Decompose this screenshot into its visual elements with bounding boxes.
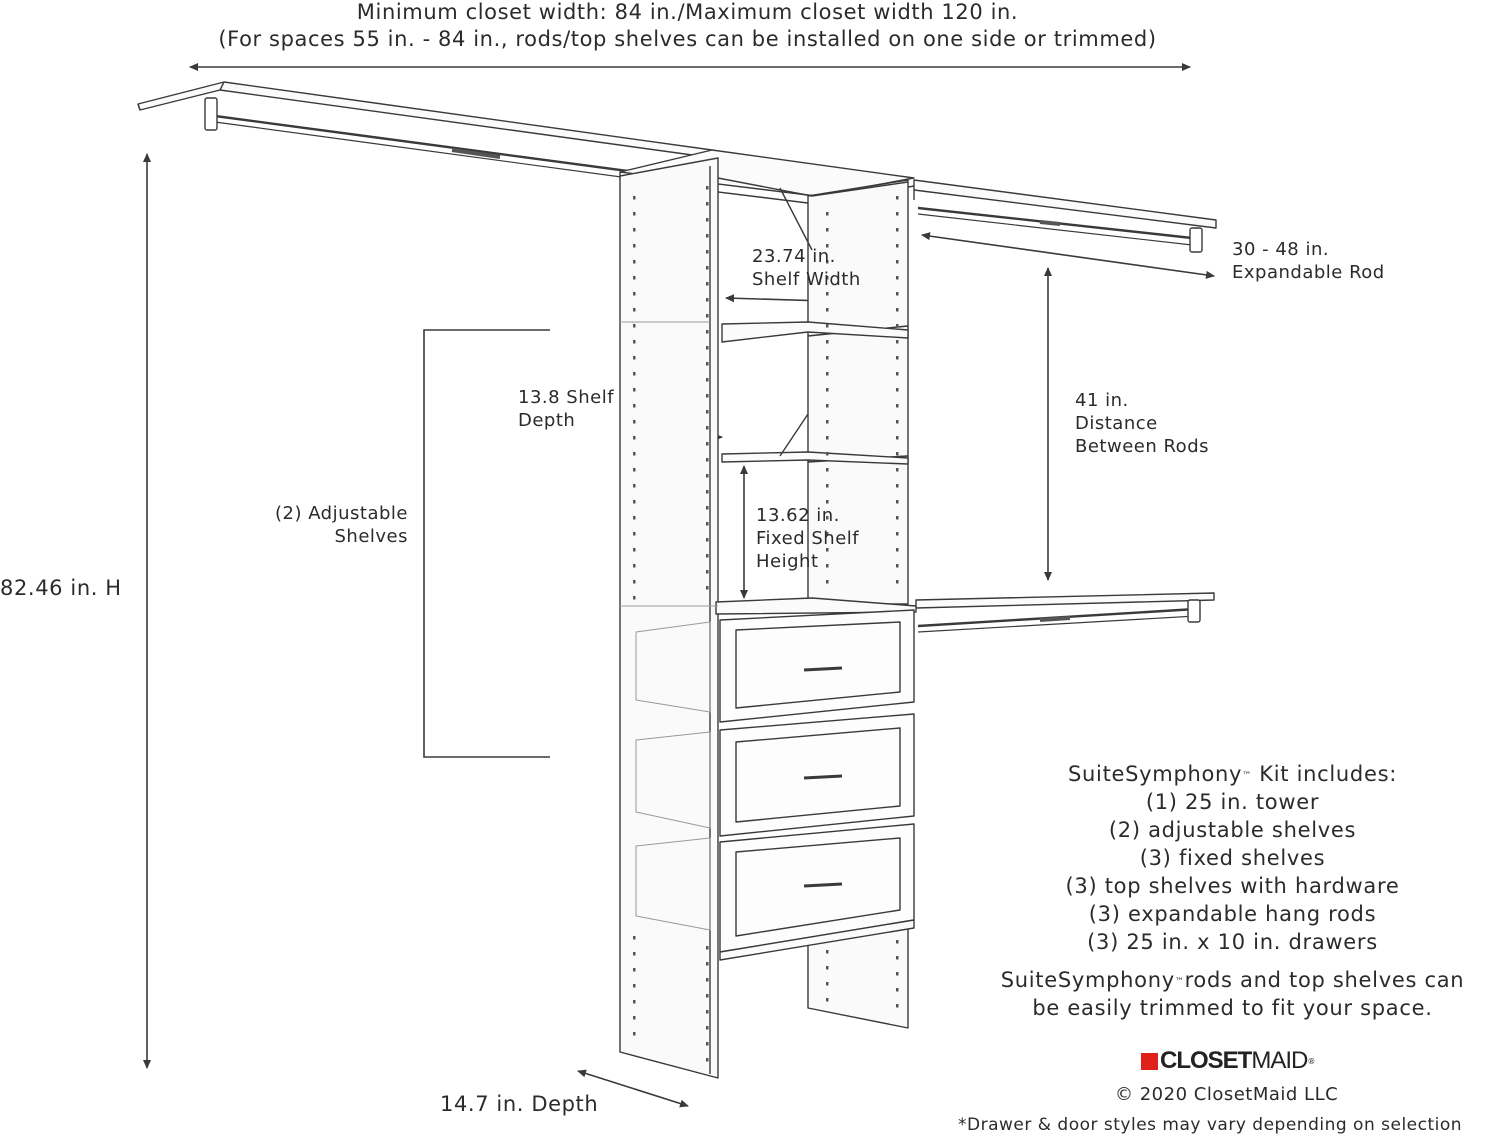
peg-hole xyxy=(826,982,829,986)
peg-hole xyxy=(896,516,899,520)
depth-label: 14.7 in. Depth xyxy=(440,1092,599,1116)
peg-hole xyxy=(896,580,899,584)
peg-hole xyxy=(633,564,636,568)
closet-width-text: Minimum closet width: 84 in./Maximum closet width 120 in. xyxy=(356,0,1019,24)
peg-hole xyxy=(633,516,636,520)
peg-hole xyxy=(706,538,709,542)
peg-hole xyxy=(896,356,899,360)
peg-hole xyxy=(706,554,709,558)
peg-hole xyxy=(896,308,899,312)
peg-hole xyxy=(633,452,636,456)
peg-hole xyxy=(706,946,709,950)
right-lower-shelf xyxy=(916,593,1214,608)
peg-hole xyxy=(633,404,636,408)
expandable-rod-arrow xyxy=(922,235,1214,276)
disclaimer-text: *Drawer & door styles may vary depending on selection xyxy=(958,1115,1463,1135)
peg-hole xyxy=(826,436,829,440)
peg-hole xyxy=(896,956,899,960)
peg-hole xyxy=(896,244,899,248)
kit-note-line-2: be easily trimmed to fit your space. xyxy=(1032,996,1433,1020)
peg-hole xyxy=(633,308,636,312)
kit-note-line-1: SuiteSymphony™rods and top shelves can xyxy=(1000,968,1465,992)
peg-hole xyxy=(896,324,899,328)
peg-hole xyxy=(633,468,636,472)
peg-hole xyxy=(706,994,709,998)
peg-hole xyxy=(896,388,899,392)
kit-item: (1) 25 in. tower xyxy=(1145,790,1320,814)
peg-hole xyxy=(706,218,709,222)
peg-hole xyxy=(706,962,709,966)
peg-hole xyxy=(633,324,636,328)
peg-hole xyxy=(633,420,636,424)
peg-hole xyxy=(826,212,829,216)
kit-item: (3) 25 in. x 10 in. drawers xyxy=(1087,930,1378,954)
peg-hole xyxy=(896,420,899,424)
peg-hole xyxy=(896,260,899,264)
peg-hole xyxy=(633,292,636,296)
peg-hole xyxy=(896,436,899,440)
peg-hole xyxy=(826,998,829,1002)
peg-hole xyxy=(826,228,829,232)
peg-hole xyxy=(633,984,636,988)
peg-hole xyxy=(896,404,899,408)
peg-hole xyxy=(706,506,709,510)
peg-hole xyxy=(633,228,636,232)
peg-hole xyxy=(706,1010,709,1014)
trim-note-text: (For spaces 55 in. - 84 in., rods/top shelves can be installed on one side or trimmed) xyxy=(218,27,1157,51)
peg-hole xyxy=(896,940,899,944)
peg-hole xyxy=(633,356,636,360)
fixed-shelf-height-label: 13.62 in. Fixed Shelf Height xyxy=(756,505,860,572)
peg-hole xyxy=(706,1058,709,1062)
left-top-shelf xyxy=(138,82,714,158)
peg-hole xyxy=(826,966,829,970)
peg-hole xyxy=(896,228,899,232)
peg-hole xyxy=(706,330,709,334)
peg-hole xyxy=(706,458,709,462)
peg-hole xyxy=(826,292,829,296)
drawer-1 xyxy=(720,610,914,722)
peg-hole xyxy=(706,394,709,398)
shelf-depth-label: 13.8 Shelf Depth xyxy=(518,387,615,431)
peg-hole xyxy=(633,580,636,584)
kit-item: (3) fixed shelves xyxy=(1139,846,1326,870)
peg-hole xyxy=(826,340,829,344)
peg-hole xyxy=(896,988,899,992)
rods-distance-label: 41 in. Distance Between Rods xyxy=(1075,390,1209,457)
peg-hole xyxy=(826,468,829,472)
peg-hole xyxy=(706,1026,709,1030)
peg-hole xyxy=(706,378,709,382)
peg-hole xyxy=(896,212,899,216)
peg-hole xyxy=(826,484,829,488)
adjustable-shelves-label: (2) Adjustable Shelves xyxy=(274,503,408,547)
height-label: 82.46 in. H xyxy=(0,576,122,600)
peg-hole xyxy=(633,484,636,488)
peg-hole xyxy=(706,426,709,430)
expandable-rod-label: 30 - 48 in. Expandable Rod xyxy=(1232,239,1385,283)
peg-hole xyxy=(633,1000,636,1004)
peg-hole xyxy=(706,298,709,302)
peg-hole xyxy=(826,388,829,392)
peg-hole xyxy=(896,452,899,456)
peg-hole xyxy=(896,468,899,472)
peg-hole xyxy=(896,340,899,344)
peg-hole xyxy=(706,202,709,206)
copyright-text: © 2020 ClosetMaid LLC xyxy=(1115,1084,1339,1105)
kit-item: (2) adjustable shelves xyxy=(1108,818,1357,842)
kit-contents xyxy=(960,760,1500,1022)
peg-hole xyxy=(826,356,829,360)
peg-hole xyxy=(706,978,709,982)
peg-hole xyxy=(706,570,709,574)
peg-hole xyxy=(706,282,709,286)
peg-hole xyxy=(706,362,709,366)
peg-hole xyxy=(896,372,899,376)
peg-hole xyxy=(706,410,709,414)
peg-hole xyxy=(706,234,709,238)
peg-hole xyxy=(633,1032,636,1036)
peg-hole xyxy=(633,196,636,200)
peg-hole xyxy=(896,276,899,280)
peg-hole xyxy=(826,950,829,954)
peg-hole xyxy=(896,532,899,536)
peg-hole xyxy=(706,250,709,254)
peg-hole xyxy=(633,500,636,504)
peg-hole xyxy=(633,952,636,956)
peg-hole xyxy=(896,500,899,504)
peg-hole xyxy=(633,244,636,248)
peg-hole xyxy=(633,436,636,440)
peg-hole xyxy=(633,260,636,264)
peg-hole xyxy=(826,324,829,328)
peg-hole xyxy=(633,548,636,552)
peg-hole xyxy=(706,442,709,446)
peg-hole xyxy=(896,484,899,488)
peg-hole xyxy=(633,372,636,376)
closetmaid-logo: CLOSET MAID ® xyxy=(1141,1047,1315,1075)
shelf-width-label: 23.74 in. Shelf Width xyxy=(752,246,861,290)
peg-hole xyxy=(896,548,899,552)
peg-hole xyxy=(633,532,636,536)
peg-hole xyxy=(633,276,636,280)
peg-hole xyxy=(896,972,899,976)
peg-hole xyxy=(633,212,636,216)
peg-hole xyxy=(633,1016,636,1020)
peg-hole xyxy=(896,1004,899,1008)
peg-hole xyxy=(896,196,899,200)
logo-square-icon xyxy=(1141,1053,1158,1070)
peg-hole xyxy=(826,580,829,584)
peg-hole xyxy=(896,292,899,296)
kit-item: (3) expandable hang rods xyxy=(1088,902,1377,926)
peg-hole xyxy=(633,936,636,940)
peg-hole xyxy=(633,968,636,972)
peg-hole xyxy=(826,308,829,312)
peg-hole xyxy=(633,340,636,344)
peg-hole xyxy=(826,500,829,504)
tower-left-panel xyxy=(620,158,718,1078)
peg-hole xyxy=(826,404,829,408)
right-top-shelf xyxy=(914,180,1216,228)
peg-hole xyxy=(633,596,636,600)
peg-hole xyxy=(706,586,709,590)
peg-hole xyxy=(896,564,899,568)
drawer-2 xyxy=(720,714,914,836)
peg-hole xyxy=(706,474,709,478)
peg-hole xyxy=(826,452,829,456)
peg-hole xyxy=(706,522,709,526)
peg-hole xyxy=(826,420,829,424)
peg-hole xyxy=(706,490,709,494)
peg-hole xyxy=(706,186,709,190)
peg-hole xyxy=(826,372,829,376)
peg-hole xyxy=(706,314,709,318)
kit-item: (3) top shelves with hardware xyxy=(1065,874,1400,898)
peg-hole xyxy=(633,388,636,392)
kit-title: SuiteSymphony™ Kit includes: xyxy=(1068,762,1397,786)
peg-hole xyxy=(706,266,709,270)
peg-hole xyxy=(706,346,709,350)
peg-hole xyxy=(706,1042,709,1046)
